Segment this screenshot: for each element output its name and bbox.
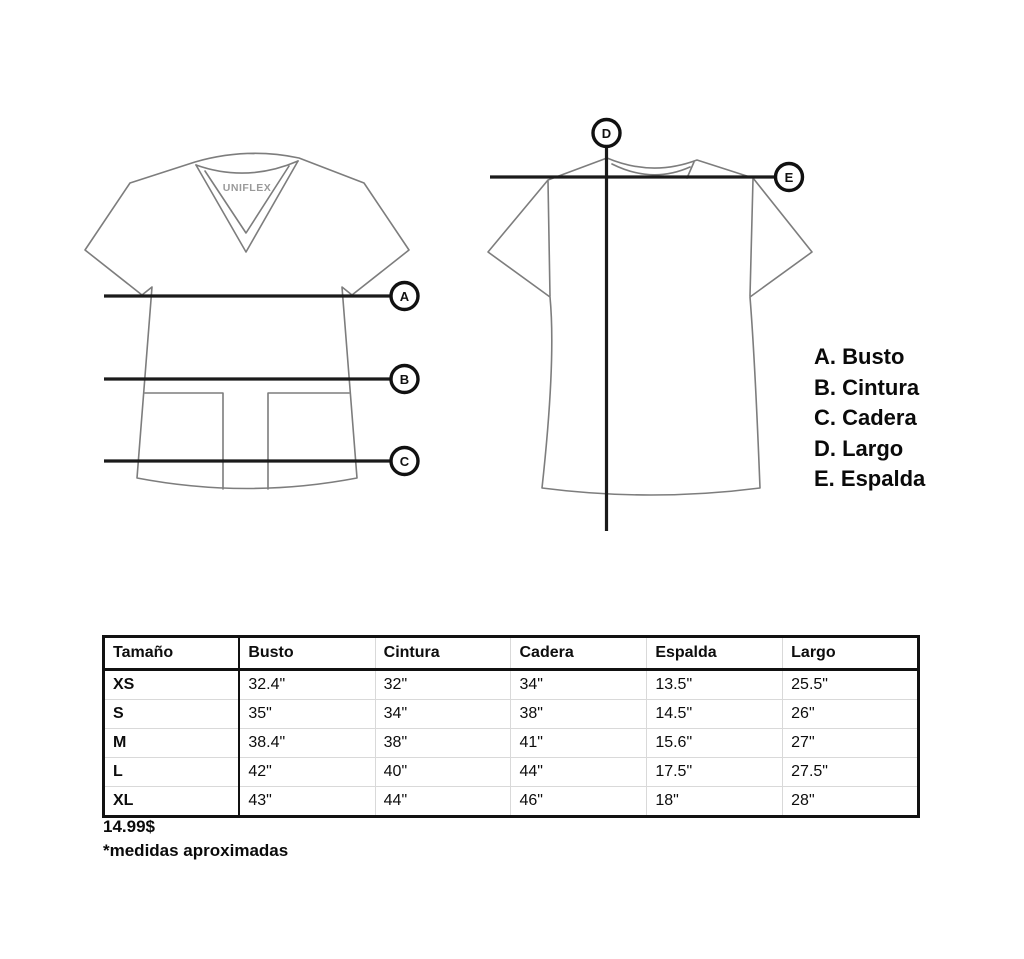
marker-letter-e: E xyxy=(784,169,794,185)
cell-cintura: 40" xyxy=(375,758,511,787)
cell-cadera: 46" xyxy=(511,787,647,817)
cell-busto: 32.4" xyxy=(239,670,375,700)
cell-cadera: 44" xyxy=(511,758,647,787)
cell-cadera: 41" xyxy=(511,729,647,758)
cell-busto: 35" xyxy=(239,700,375,729)
table-row-l xyxy=(104,758,919,787)
table-row-xl xyxy=(104,787,919,817)
cell-largo: 28" xyxy=(783,787,919,817)
marker-letter-c: C xyxy=(399,453,410,469)
cell-busto: 42" xyxy=(239,758,375,787)
price-label: 14.99$ xyxy=(103,817,155,836)
header-cadera: Cadera xyxy=(511,637,647,670)
cell-size: M xyxy=(104,729,240,758)
cell-espalda: 13.5" xyxy=(647,670,783,700)
legend-item-cadera: C. Cadera xyxy=(814,405,917,430)
cell-cadera: 38" xyxy=(511,700,647,729)
back-view-diagram xyxy=(488,158,812,495)
back-body-outline xyxy=(488,158,812,495)
header-largo: Largo xyxy=(783,637,919,670)
cell-cintura: 32" xyxy=(375,670,511,700)
cell-largo: 25.5" xyxy=(791,676,828,693)
cell-espalda: 17.5" xyxy=(647,758,783,787)
legend-item-largo: D. Largo xyxy=(814,435,904,461)
legend-item-espalda: E. Espalda xyxy=(814,466,926,491)
marker-letter-d: D xyxy=(601,125,612,141)
legend-item-busto: A. Busto xyxy=(814,344,905,369)
cell-size: XS xyxy=(104,670,240,700)
cell-busto: 38.4" xyxy=(239,729,375,758)
cell-size: XL xyxy=(104,787,240,817)
cell-busto: 43" xyxy=(239,787,375,817)
price-note-block xyxy=(103,815,288,863)
note-label: *medidas aproximadas xyxy=(103,841,289,860)
marker-letter-a: A xyxy=(399,288,410,304)
table-row-xs xyxy=(104,670,919,700)
cell-cintura: 34" xyxy=(375,700,511,729)
table-row-m xyxy=(104,729,919,758)
table-header-row xyxy=(104,637,919,670)
size-chart-table xyxy=(102,635,920,818)
brand-label: UNIFLEX xyxy=(222,182,272,194)
marker-letter-b: B xyxy=(399,371,410,387)
cell-cintura: 44" xyxy=(375,787,511,817)
measurement-legend xyxy=(814,342,925,495)
cell-largo: 27.5" xyxy=(783,758,919,787)
front-body-outline xyxy=(85,153,409,488)
cell-largo: 26" xyxy=(783,700,919,729)
cell-largo: 27" xyxy=(783,729,919,758)
cell-espalda: 15.6" xyxy=(647,729,783,758)
cell-cadera: 34" xyxy=(511,670,647,700)
legend-item-cintura: B. Cintura xyxy=(814,374,920,400)
header-tamano: Tamaño xyxy=(104,637,240,670)
cell-size: L xyxy=(104,758,240,787)
header-espalda: Espalda xyxy=(647,637,783,670)
front-view-diagram xyxy=(85,153,409,489)
cell-espalda: 18" xyxy=(647,787,783,817)
table-row-s xyxy=(104,700,919,729)
header-busto: Busto xyxy=(239,637,375,670)
cell-cintura: 38" xyxy=(375,729,511,758)
cell-size: S xyxy=(104,700,240,729)
header-cintura: Cintura xyxy=(375,637,511,670)
cell-espalda: 14.5" xyxy=(647,700,783,729)
